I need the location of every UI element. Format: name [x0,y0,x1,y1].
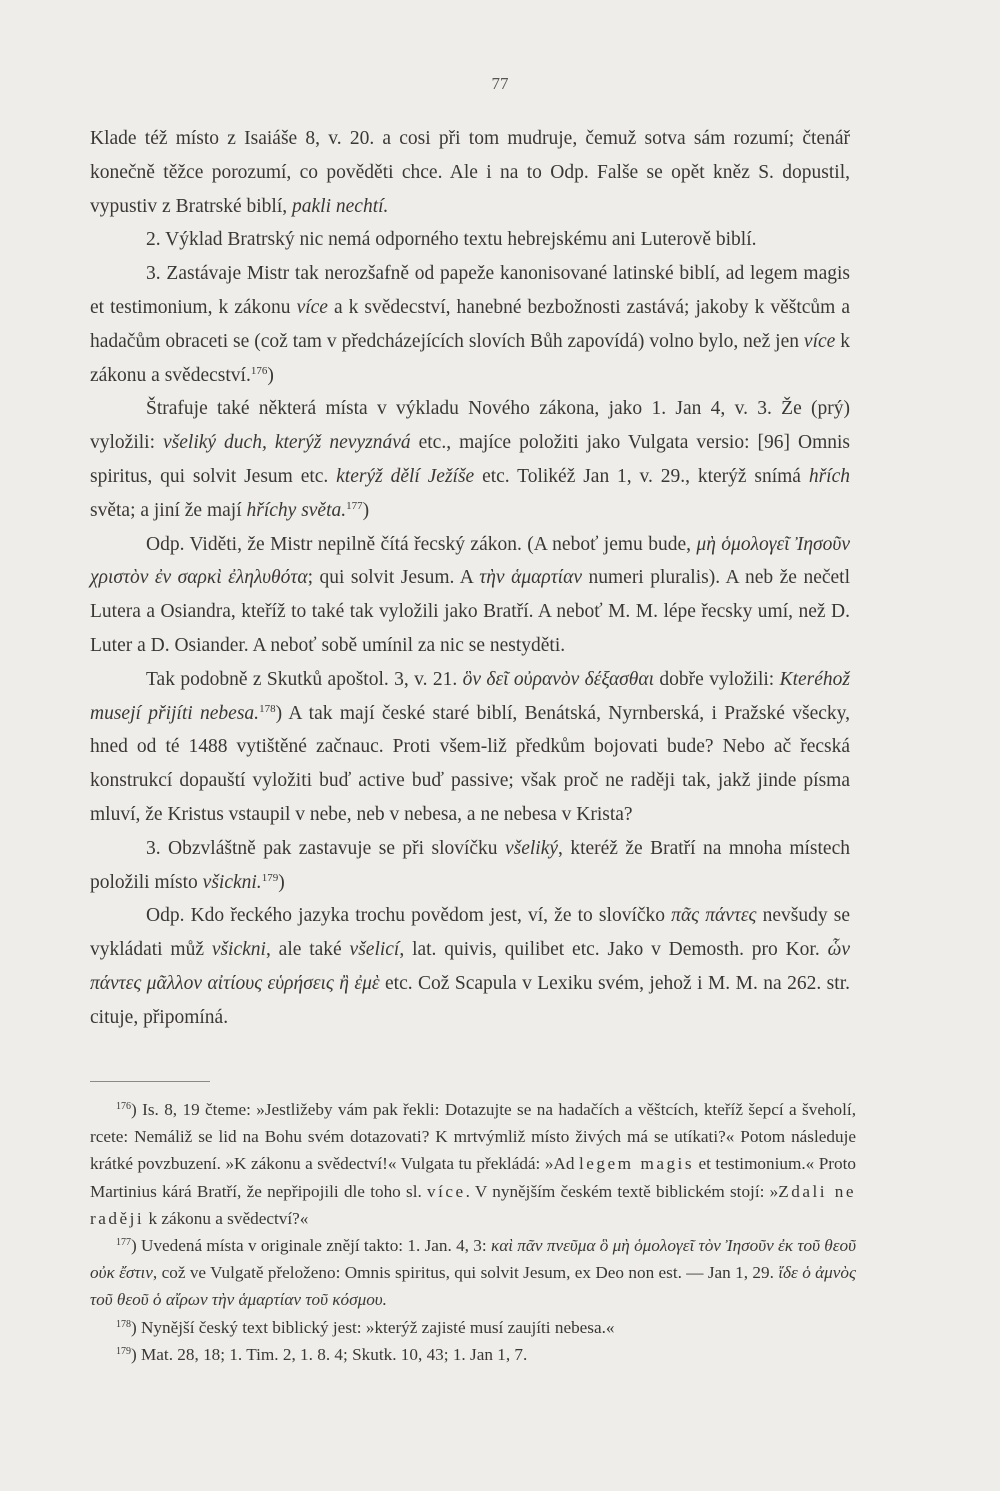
text-run: numeri pluralis). A neb že nečetl Lutera a Osiandra, kteříž to také tak vyložili jako Bratří. A neboť M. M. lépe řecsky umí, než D. Luter a D. Osiander. A neboť sobě umínil za nic se nestyděti. [90,567,850,656]
text-run: etc. Což Scapula v Lexiku svém, jehož i M. M. na 262. str. cituje, připomíná. [90,972,850,1028]
footnote-marker: 176 [250,364,268,377]
paragraph [90,392,850,527]
italic-text: μὴ ὁμολογεῖ Ἰησοῦν χριστὸν ἐν σαρκὶ ἐληλυθότα [90,533,850,589]
paragraph [90,663,850,832]
text-run: . V nynějším českém textě biblickém stojí: » [465,1181,779,1201]
text-run: ) A tak mají české staré biblí, Benátská, Nyrnberská, i Pražské všecky, hned od té 1488 vytištěné začnauc. Proti všem-liž předkům bojovati bude? Nebo ač řecská konstrukcí dopauští vyložiti buď active buď passive; však proč ne raději tak, jakž jinde písma mluví, že Kristus vstaupil v nebe, neb v nebesa, a ne nebesa v Krista? [90,702,850,825]
text-run: dobře vyložili: [654,668,780,690]
italic-text: pakli nechtí. [292,195,389,217]
italic-text: τὴν ἁμαρτίαν [479,567,582,589]
text-run: Odp. Kdo řeckého jazyka trochu povědom jest, ví, že to slovíčko [146,905,672,927]
footnotes [90,1096,856,1368]
italic-text: více [296,296,328,318]
footnote-divider [90,1081,210,1082]
italic-text: všickni [211,939,266,961]
text-run: a k svědecství, hanebné bezbožnosti zastává; jakoby k věštcům a hadačům obraceti se (což tam v předcházejících slovích Bůh zapovídá) volno bylo, než jen [90,296,850,352]
italic-text: všickni. [202,871,262,893]
text-run: ) Is. 8, 19 čteme: »Jestližeby vám pak řekli: Dotazujte se na hadačích a věštcích, kteříž šepcí a šveholí, rcete: Nemáliž se lid na Bohu svém dotazovati? K mrtvýmliž místo živých má se utíkati?« Potom následuje krátké povzbuzení. »K zákonu a svědectví!« Vulgata tu překládá: »Ad [90,1100,856,1174]
paragraph [90,832,850,900]
footnote-number: 176 [116,1101,131,1112]
text-run: ; qui solvit Jesum. A [307,567,480,589]
text-run: , což ve Vulgatě přeloženo: Omnis spiritus, qui solvit Jesum, ex Deo non est. — Jan 1, 29. [152,1263,779,1283]
footnote-marker: 179 [261,871,279,884]
italic-text: kterýž dělí Ježíše [336,465,475,487]
text-run: 3. Zastávaje Mistr tak nerozšafně od papeže kanonisované latinské biblí, ad legem magis et testimonium, k zákonu [90,263,850,318]
italic-text: všeliký [504,837,559,859]
text-run: ) [278,871,285,893]
text-run: Odp. Viděti, že Mistr nepilně čítá řecský zákon. (A neboť jemu bude, [146,533,697,555]
text-run: Klade též místo z Isaiáše 8, v. 20. a cosi při tom mudruje, čemuž sotva sám rozumí; čtenář konečně těžce porozumí, co pověděti chce. Ale i na to Odp. Falše se opět kněz S. dopustil, vypustiv z Bratrské biblí, [90,128,850,217]
footnote [90,1232,856,1314]
italic-text: více [803,330,836,352]
paragraph [90,122,850,223]
footnote [90,1096,856,1232]
footnote [90,1341,856,1368]
spaced-text: více [427,1181,466,1201]
italic-text: πᾶς πάντες [671,905,757,927]
text-run: k zákonu a svědecství. [90,330,850,386]
text-run: , kteréž že Bratří na mnoha místech položili místo [90,837,850,893]
text-run: nevšudy se vykládati můž [90,905,850,961]
text-run: ) [267,364,274,386]
italic-text: všelicí [349,939,400,961]
text-run: ) Mat. 28, 18; 1. Tim. 2, 1. 8. 4; Skutk. 10, 43; 1. Jan 1, 7. [131,1344,528,1364]
text-run: , ale také [265,939,350,961]
text-run: 3. Obzvláštně pak zastavuje se při slovíčku [146,837,505,859]
text-run: 2. Výklad Bratrský nic nemá odporného textu hebrejskému ani Luterově biblí. [146,229,757,251]
italic-text: ὃν δεῖ οὐρανὸν δέξασθαι [462,668,655,690]
text-run: světa; a jiní že mají [90,499,247,521]
italic-text: ὧν πάντες μᾶλλον αἰτίους εὑρήσεις ἢ ἐμὲ [90,939,850,994]
text-run: Štrafuje také některá místa v výkladu Nového zákona, jako 1. Jan 4, v. 3. Že (prý) vyložili: [90,398,850,454]
footnote-number: 179 [116,1345,131,1357]
text-run: Tak podobně z Skutků apoštol. 3, v. 21. [146,668,463,690]
italic-text: všeliký duch, kterýž nevyznává [163,432,411,454]
paragraph [90,528,850,663]
footnote-marker: 177 [346,499,363,512]
italic-text: hříchy světa. [246,499,347,521]
italic-text: hřích [808,465,850,487]
italic-text: καὶ πᾶν πνεῦμα ὃ μὴ ὁμολογεῖ τὸν Ἰησοῦν ἐκ τοῦ θεοῦ οὐκ ἔστιν [90,1236,856,1283]
text-run: ) Uvedená místa v originale znějí takto: 1. Jan. 4, 3: [131,1236,491,1256]
paragraph [90,899,850,1034]
footnote-number: 177 [116,1237,131,1249]
text-run: etc. Tolikéž Jan 1, v. 29., kterýž snímá [474,465,809,487]
italic-text: ἴδε ὁ ἀμνὸς τοῦ θεοῦ ὁ αἴρων τὴν ἁμαρτίαν τοῦ κόσμου. [90,1263,857,1310]
text-run: et testimonium.« Proto Martinius kárá Bratří, že nepřipojili dle toho sl. [90,1154,856,1201]
spaced-text: legem magis [578,1154,695,1174]
text-run: ) Nynější český text biblický jest: »kterýž zajisté musí zaujíti nebesa.« [131,1317,615,1337]
main-text [90,122,850,1035]
page-number: 77 [491,74,509,93]
paragraph [90,257,850,392]
footnote-number: 178 [116,1318,131,1330]
spaced-text: Zdali ne raději [90,1181,856,1228]
footnote [90,1314,856,1341]
italic-text: Kteréhož musejí přijíti nebesa. [90,668,850,724]
text-run: , lat. quivis, quilibet etc. Jako v Demosth. pro Kor. [399,939,828,961]
text-run: etc., majíce položiti jako Vulgata versio: [96] Omnis spiritus, qui solvit Jesum etc. [90,432,850,487]
paragraph [90,223,850,257]
text-run: ) [362,499,370,521]
text-run: k zákonu a svědectví?« [144,1208,309,1228]
footnote-marker: 178 [259,702,276,715]
